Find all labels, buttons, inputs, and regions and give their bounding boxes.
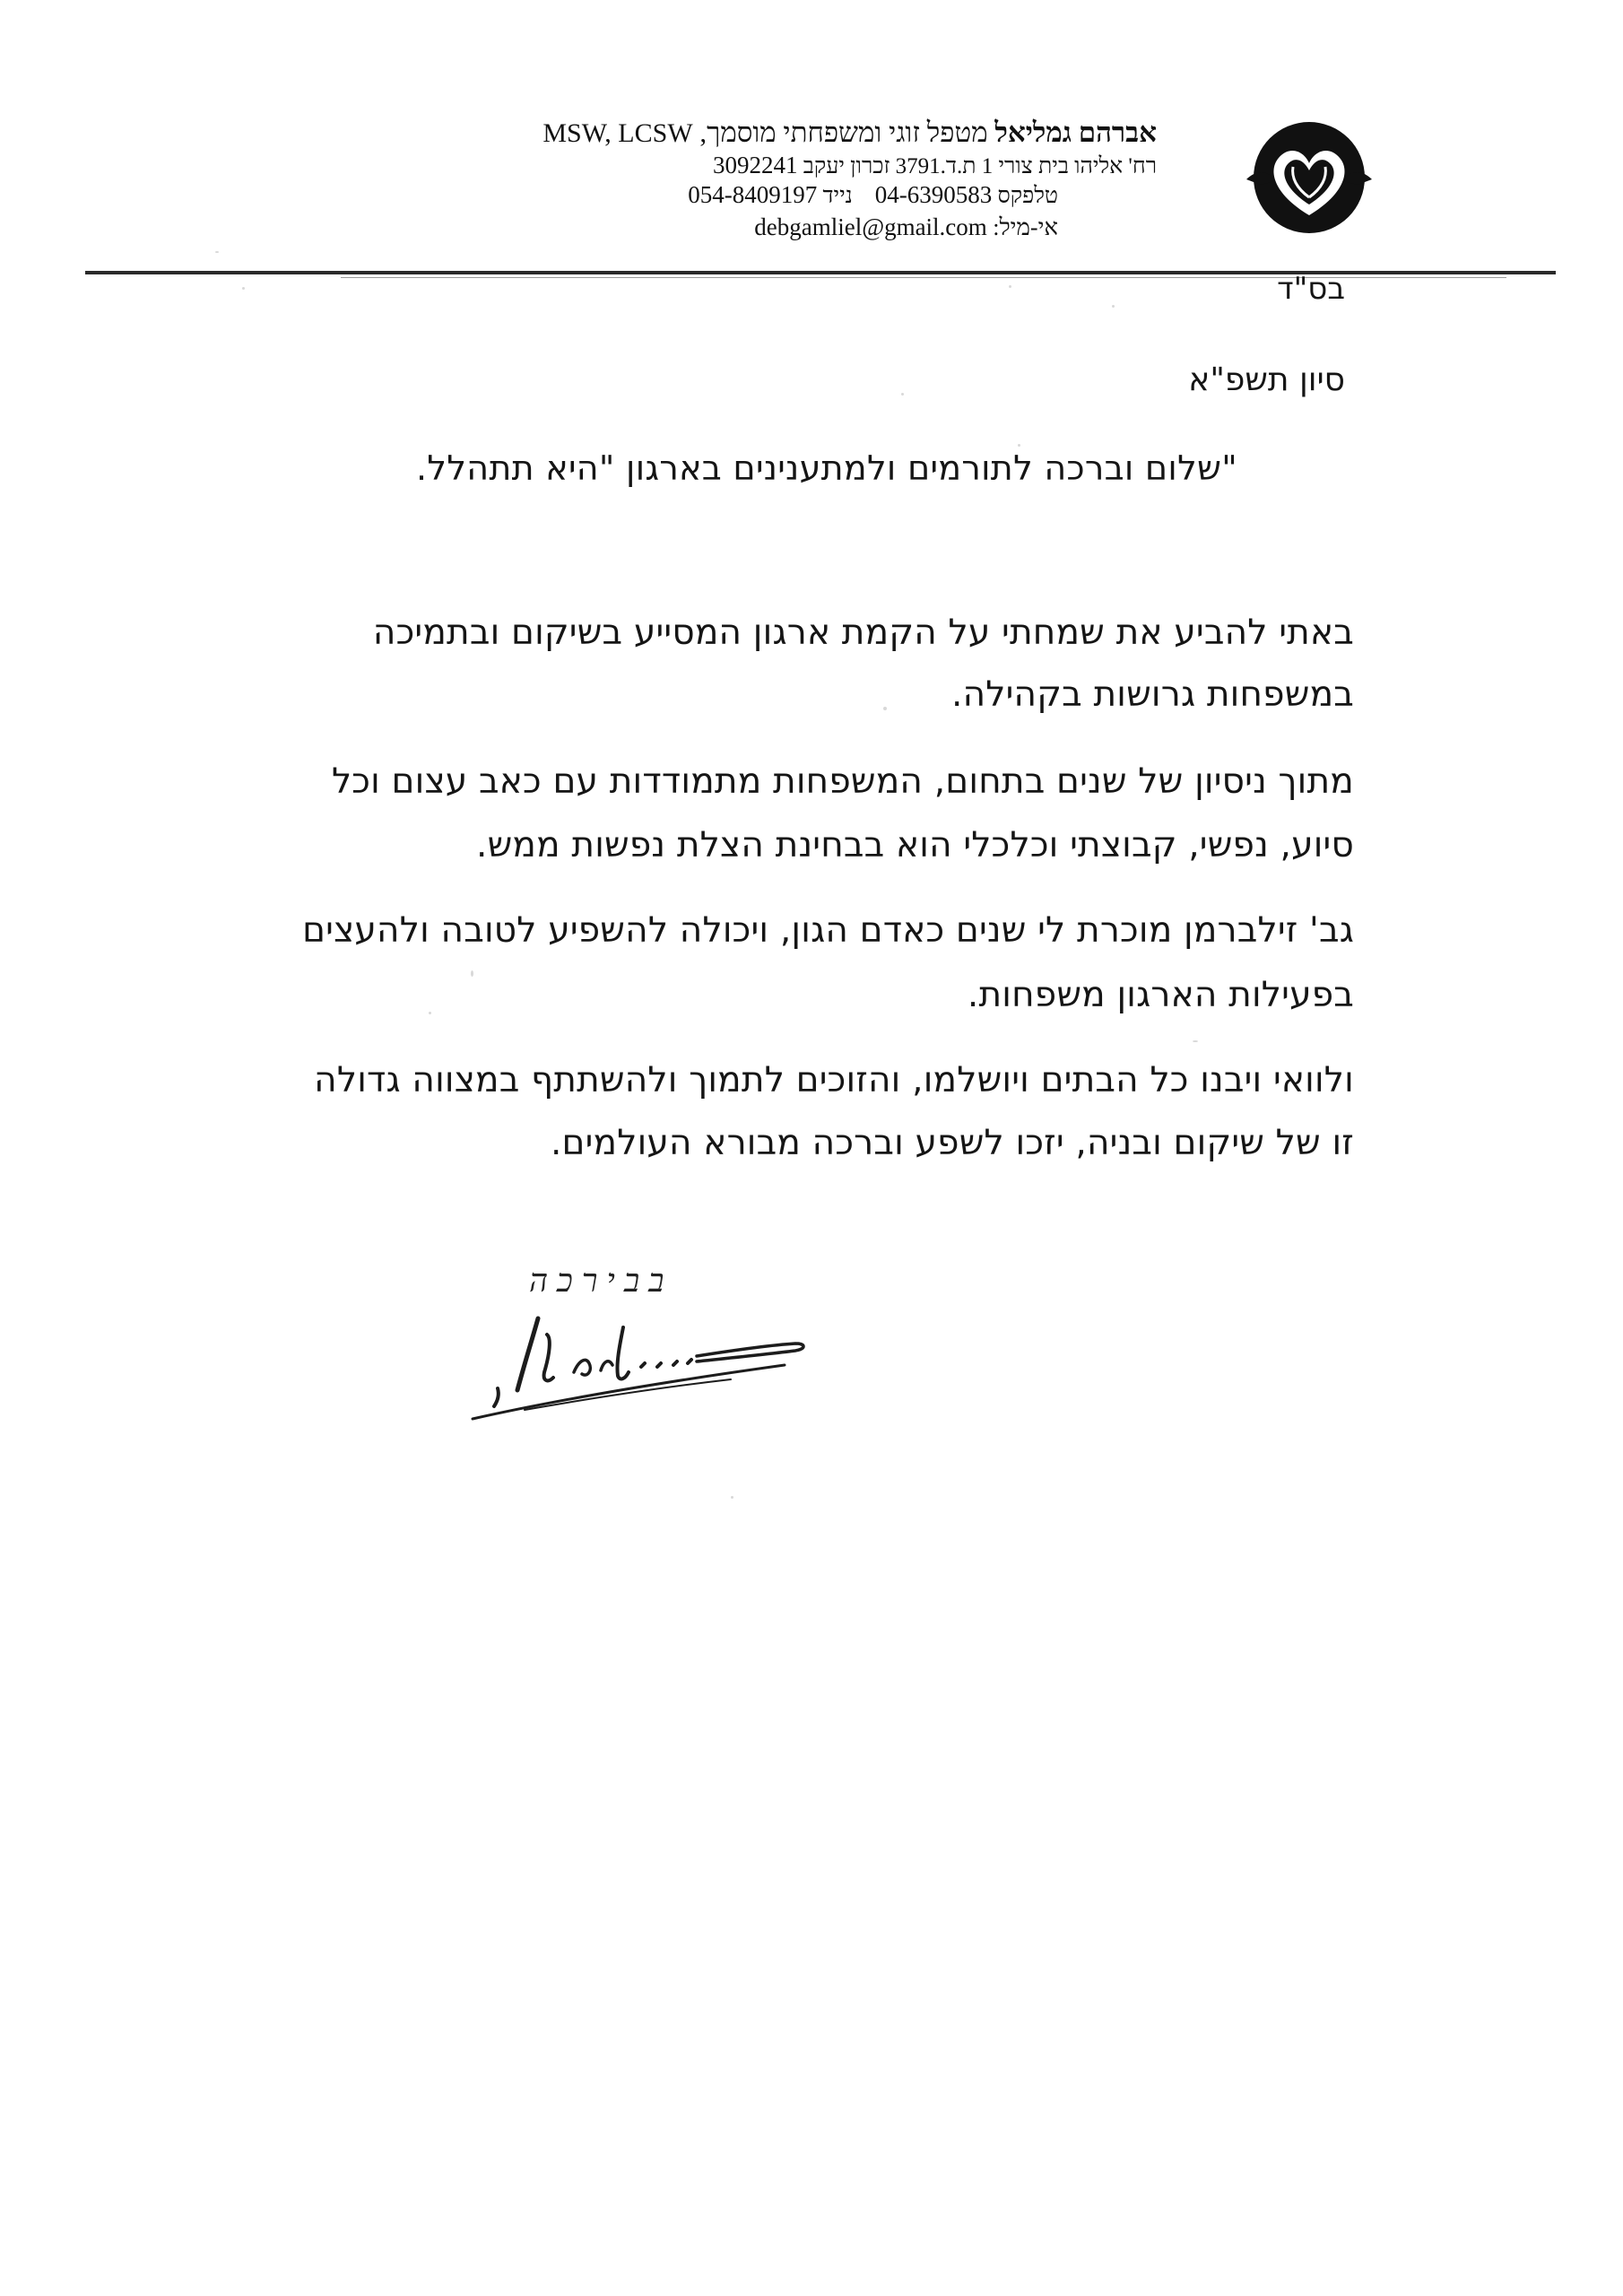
paragraph-4-line-1: ולוואי ויבנו כל הבתים ויושלמו, והזוכים לתמוך ולהשתתף במצווה גדולה — [314, 1060, 1354, 1100]
letterhead-email[interactable]: debgamliel@gmail.com — [754, 213, 987, 240]
letter-date: סיון תשפ"א — [1188, 361, 1345, 398]
letterhead — [511, 117, 1157, 241]
letterhead-phone: 04-6390583 — [874, 181, 993, 209]
scan-speck — [471, 970, 473, 977]
letterhead-address: רח' אליהו בית צורי 1 ת.ד.3791 זכרון יעקב — [803, 153, 1157, 178]
letterhead-mobile: 054-8409197 — [688, 181, 818, 209]
scan-speck — [429, 1012, 431, 1014]
paragraph-3-line-1: גב' זילברמן מוכרת לי שנים כאדם הגון, ויכולה להשפיע לטובה ולהעצים — [302, 910, 1354, 951]
scan-speck — [1009, 285, 1011, 288]
scan-speck — [242, 287, 245, 290]
letterhead-name-line — [511, 117, 1157, 150]
letterhead-email-line — [511, 213, 1157, 241]
letterhead-address-line — [511, 152, 1157, 180]
letterhead-phone-line — [511, 181, 1157, 210]
letterhead-phone-label: טלפקס — [997, 184, 1058, 209]
scan-speck — [883, 707, 887, 710]
letterhead-email-label: אי-מיל: — [993, 214, 1058, 240]
letter-greeting: "שלום וברכה לתורמים ולמתענינים בארגון "היא תתהלל. — [416, 448, 1237, 488]
letterhead-degrees: MSW, LCSW — [542, 118, 693, 148]
scan-speck — [1018, 444, 1020, 447]
paragraph-1-line-1: באתי להביע את שמחתי על הקמת ארגון המסייע בשיקום ובתמיכה — [372, 613, 1354, 653]
paragraph-3-line-2: בפעילות הארגון משפחות. — [967, 975, 1354, 1015]
bsd-mark: בס"ד — [1277, 271, 1345, 307]
scan-speck — [901, 393, 904, 396]
scan-speck — [1193, 1040, 1198, 1042]
scan-speck — [1112, 305, 1115, 308]
paragraph-2-line-2: סיוע, נפשי, קבוצתי וכלכלי הוא בבחינת הצלת נפשות ממש. — [475, 825, 1354, 865]
letterhead-role: מטפל זוגי ומשפחתי מוסמך, — [699, 117, 988, 148]
heart-hands-logo-icon — [1237, 115, 1381, 240]
letterhead-name: אברהם גמליאל — [994, 117, 1157, 148]
letterhead-zip: 3092241 — [713, 151, 798, 178]
letterhead-mobile-label: נייד — [822, 184, 853, 209]
paragraph-2-line-1: מתוך ניסיון של שנים בתחום, המשפחות מתמודדות עם כאב עצום וכל — [331, 761, 1354, 802]
scan-speck — [731, 1496, 733, 1499]
paragraph-4-line-2: זו של שיקום ובניה, יזכו לשפע וברכה מבורא העולמים. — [550, 1123, 1354, 1163]
handwritten-signature — [462, 1256, 838, 1444]
signature-initials: בבירכה — [529, 1263, 673, 1300]
scan-speck — [215, 251, 219, 253]
paragraph-1-line-2: במשפחות גרושות בקהילה. — [950, 674, 1354, 715]
